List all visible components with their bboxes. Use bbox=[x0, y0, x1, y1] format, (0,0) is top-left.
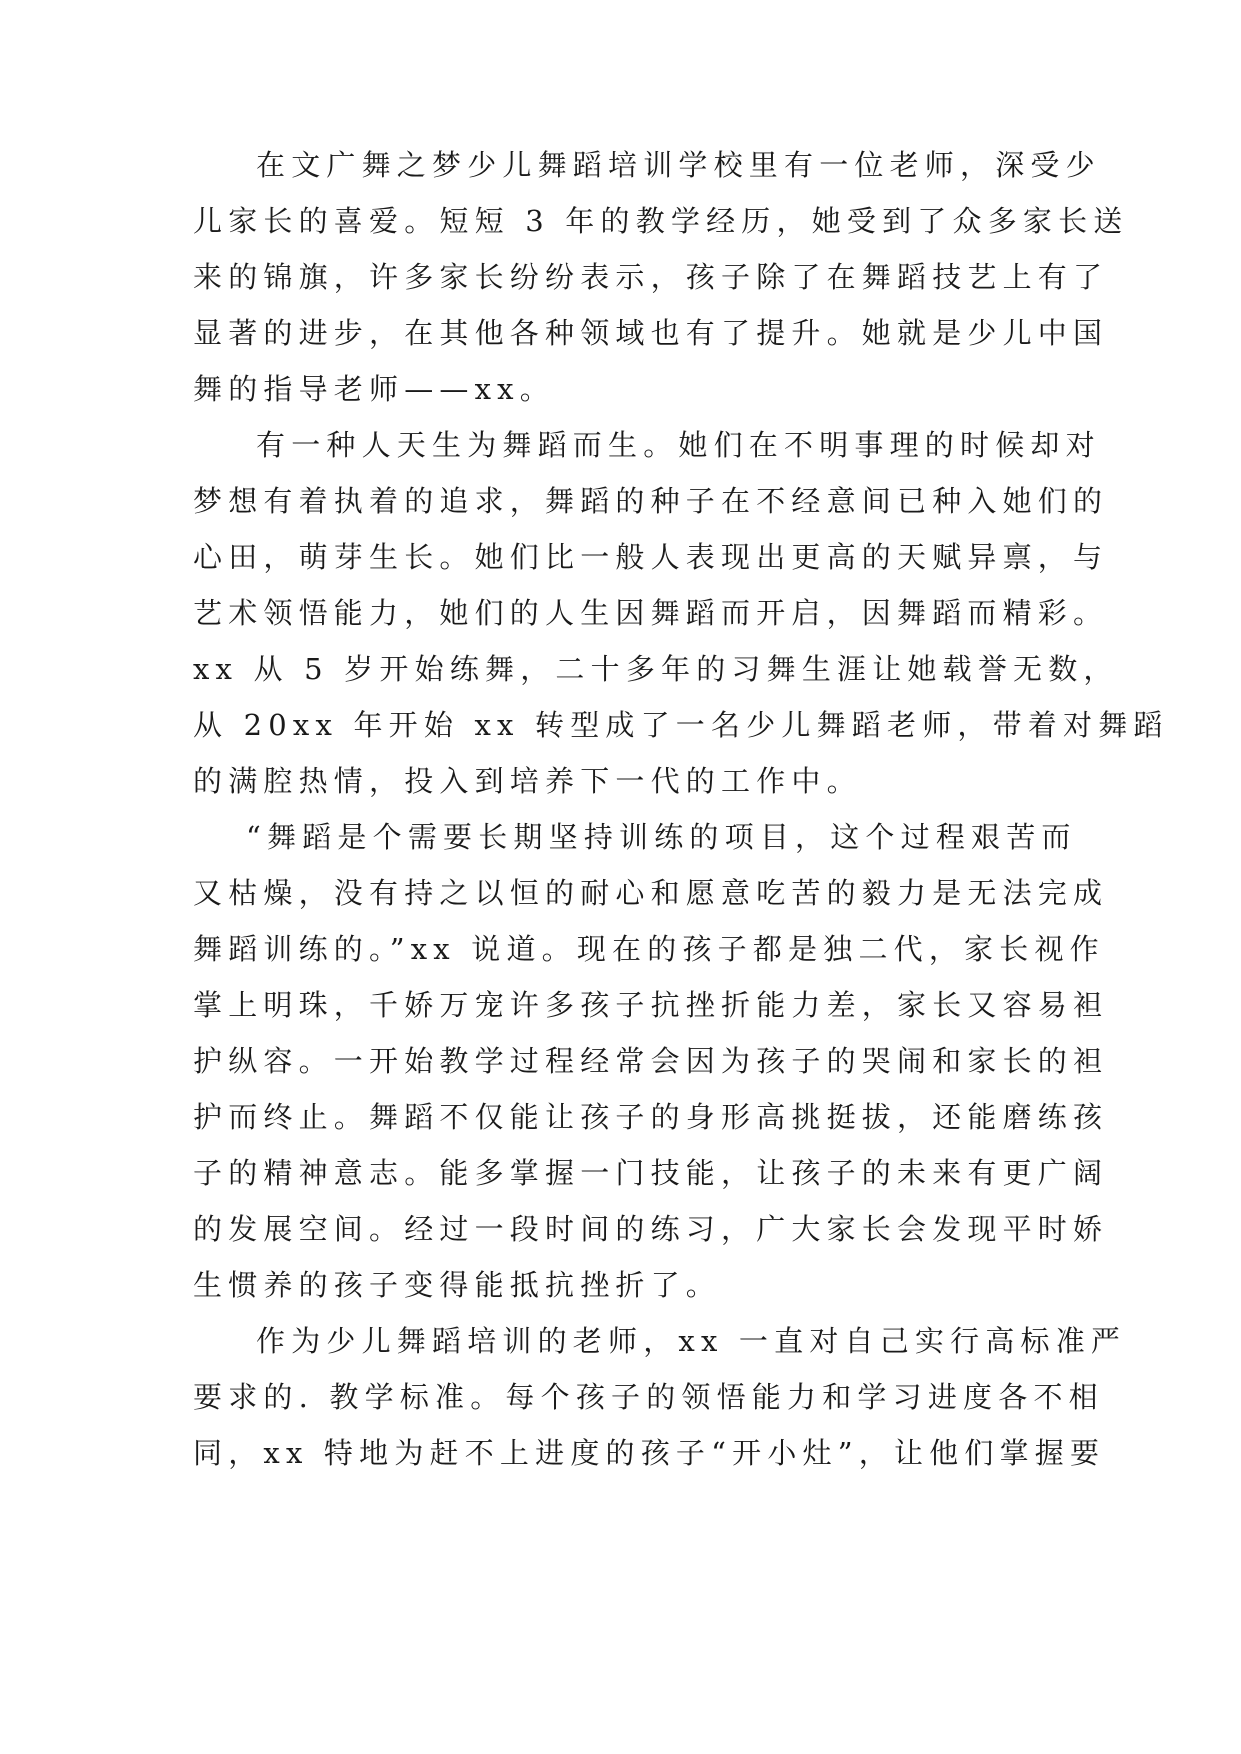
text-line: 的发展空间。经过一段时间的练习，广大家长会发现平时娇 bbox=[193, 1212, 1109, 1246]
text-line: 要求的. 教学标准。每个孩子的领悟能力和学习进度各不相 bbox=[193, 1380, 1104, 1414]
text-line: 的满腔热情，投入到培养下一代的工作中。 bbox=[193, 764, 862, 798]
text-line: 心田，萌芽生长。她们比一般人表现出更高的天赋异禀，与 bbox=[193, 540, 1109, 574]
text-line: xx 从 5 岁开始练舞，二十多年的习舞生涯让她载誉无数， bbox=[193, 652, 1119, 686]
text-line: 儿家长的喜爱。短短 3 年的教学经历，她受到了众多家长送 bbox=[193, 204, 1129, 238]
text-line: 舞蹈训练的。”xx 说道。现在的孩子都是独二代，家长视作 bbox=[193, 932, 1105, 966]
text-line: 护纵容。一开始教学过程经常会因为孩子的哭闹和家长的袒 bbox=[193, 1044, 1109, 1078]
text-line: 从 20xx 年开始 xx 转型成了一名少儿舞蹈老师，带着对舞蹈 bbox=[193, 708, 1169, 742]
text-line: 在文广舞之梦少儿舞蹈培训学校里有一位老师，深受少 bbox=[256, 148, 1101, 182]
text-line: 梦想有着执着的追求，舞蹈的种子在不经意间已种入她们的 bbox=[193, 484, 1109, 518]
text-line: 舞的指导老师——xx。 bbox=[193, 372, 555, 406]
text-line: 护而终止。舞蹈不仅能让孩子的身形高挑挺拔，还能磨练孩 bbox=[193, 1100, 1109, 1134]
text-line: 掌上明珠，千娇万宠许多孩子抗挫折能力差，家长又容易袒 bbox=[193, 988, 1109, 1022]
text-line: 同，xx 特地为赶不上进度的孩子“开小灶”，让他们掌握要 bbox=[193, 1436, 1106, 1470]
text-line: 显著的进步，在其他各种领域也有了提升。她就是少儿中国 bbox=[193, 316, 1109, 350]
text-line: 艺术领悟能力，她们的人生因舞蹈而开启，因舞蹈而精彩。 bbox=[193, 596, 1109, 630]
text-line: 来的锦旗，许多家长纷纷表示，孩子除了在舞蹈技艺上有了 bbox=[193, 260, 1109, 294]
text-line: 子的精神意志。能多掌握一门技能，让孩子的未来有更广阔 bbox=[193, 1156, 1109, 1190]
text-line: 作为少儿舞蹈培训的老师，xx 一直对自己实行高标准严 bbox=[256, 1324, 1127, 1358]
text-line: 有一种人天生为舞蹈而生。她们在不明事理的时候却对 bbox=[256, 428, 1101, 462]
text-line: 生惯养的孩子变得能抵抗挫折了。 bbox=[193, 1268, 722, 1302]
text-line: “舞蹈是个需要长期坚持训练的项目，这个过程艰苦而 bbox=[246, 820, 1077, 854]
text-line: 又枯燥，没有持之以恒的耐心和愿意吃苦的毅力是无法完成 bbox=[193, 876, 1109, 910]
